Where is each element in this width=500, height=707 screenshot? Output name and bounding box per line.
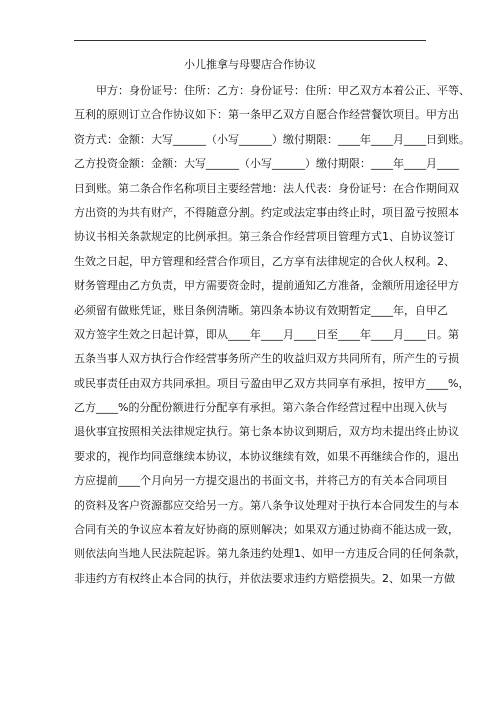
body-line: 财务管理由乙方负责，甲方需要资金时，提前通知乙方准备，金额所用途径甲方 <box>74 279 459 293</box>
body-line: 或民事责任由双方共同承担。项目亏盈由甲乙双方共同享有承担，按甲方____%， <box>74 376 470 390</box>
body-line: 方应提前____个月向另一方提交退出的书面文书，并将己方的有关本合同项目 <box>74 474 448 488</box>
body-line: 日到账。第二条合作名称项目主要经营地：法人代表：身份证号：在合作期间双 <box>74 181 459 195</box>
body-line: 乙方____%的分配份额进行分配享有承担。第六条合作经营过程中出现入伙与 <box>74 401 448 415</box>
header-rule <box>74 40 426 41</box>
body-line: 要求的，视作均同意继续本协议，本协议继续有效，如果不再继续合作的，退出 <box>74 449 459 463</box>
body-line: 方出资的为共有财产，不得随意分割。约定或法定事由终止时，项目盈亏按照本 <box>74 205 459 219</box>
body-line: 非违约方有权终止本合同的执行，并依法要求违约方赔偿损失。2、如果一方做 <box>74 571 455 585</box>
body-line: 必须留有做账凭证，账目条例清晰。第四条本协议有效期暂定____年，自甲乙 <box>74 303 448 317</box>
document-body <box>74 79 470 591</box>
body-line: 五条当事人双方执行合作经营事务所产生的收益归双方共同所有，所产生的亏损 <box>74 352 459 366</box>
body-line: 的资料及客户资源都应交给另一方。第八条争议处理对于执行本合同发生的与本 <box>74 498 459 512</box>
body-line: 生效之日起，甲方管理和经营合作项目，乙方享有法律规定的合伙人权利。2、 <box>74 254 455 268</box>
body-line: 甲方：身份证号：住所：乙方：身份证号：住所：甲乙双方本着公正、平等、 <box>96 84 470 97</box>
body-line: 合同有关的争议应本着友好协商的原则解决；如果双方通过协商不能达成一致， <box>74 523 459 537</box>
body-line: 资方式：金额：大写______（小写______）缴付期限：____年____月____日到账。 <box>74 132 470 146</box>
body-line: 退伙事宜按照相关法律规定执行。第七条本协议到期后，双方均未提出终止协议 <box>74 425 459 439</box>
body-line: 互利的原则订立合作协议如下：第一条甲乙双方自愿合作经营餐饮项目。甲方出 <box>74 108 459 122</box>
body-line: 协议书相关条款规定的比例承担。第三条合作经营项目管理方式1、自协议签订 <box>74 230 455 244</box>
body-line: 则依法向当地人民法院起诉。第九条违约处理1、如甲一方违反合同的任何条款， <box>74 547 466 561</box>
document-title: 小儿推拿与母婴店合作协议 <box>184 58 316 71</box>
body-line: 乙方投资金额：金额：大写______（小写______）缴付期限：____年____月____ <box>74 157 459 171</box>
body-line: 双方签字生效之日起计算，即从____年____月____日至____年____月____日。第 <box>74 327 459 341</box>
